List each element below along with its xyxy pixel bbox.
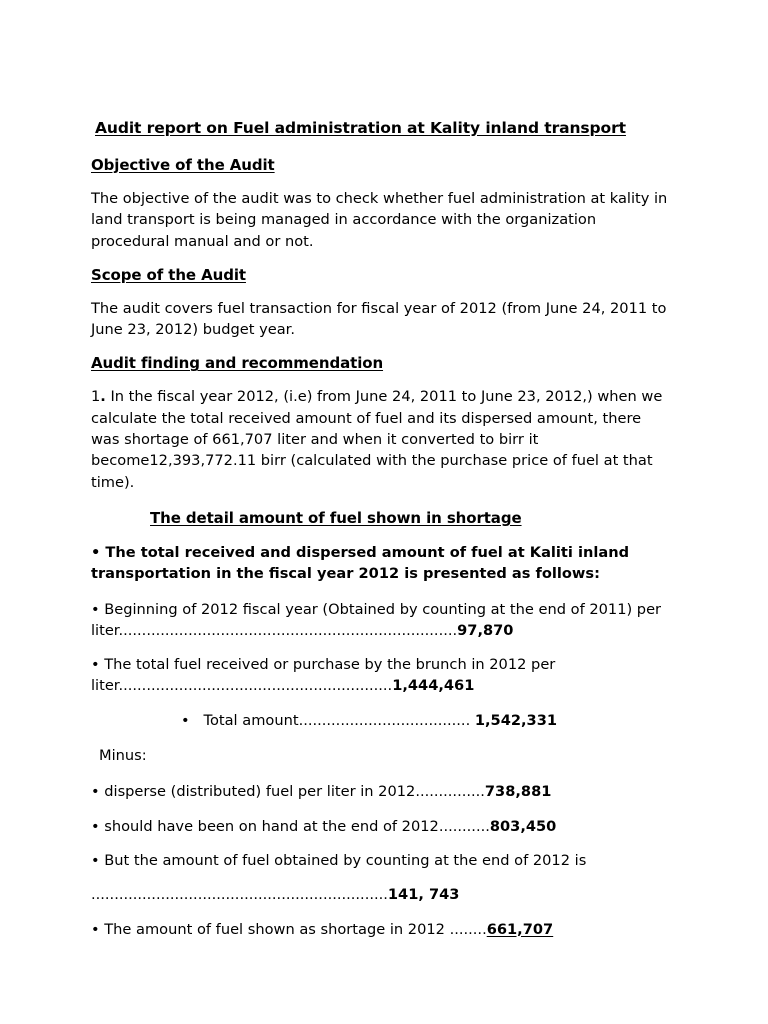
section-heading-finding-text: Audit finding and recommendation <box>91 354 384 373</box>
detail-intro-bullet: • The total received and dispersed amount of fuel at Kaliti inland transportation in the fiscal year 2012 is presented as follows: <box>91 543 630 583</box>
detail-heading <box>150 508 671 528</box>
detail-line-value: 141, 743 <box>387 886 460 904</box>
detail-heading-text: The detail amount of fuel shown in shortage <box>150 508 522 527</box>
detail-line-value: 1,444,461 <box>392 677 475 695</box>
finding-item-number-dot: . <box>100 388 106 406</box>
detail-line-value: 738,881 <box>484 783 552 801</box>
finding-item-text: In the fiscal year 2012, (i.e) from June 24, 2011 to June 23, 2012,) when we calculate the total received amount of fuel and its dispersed amount, there was shortage of 661,707 liter and when it converted to birr it become12,393,772.11 birr (calculated with the purchase price of fuel at that time). <box>91 388 663 491</box>
detail-line-label: • Beginning of 2012 fiscal year (Obtained by counting at the end of 2011) per liter <box>91 600 662 639</box>
detail-line-label: Total amount <box>203 711 299 729</box>
finding-item-number: 1 <box>91 388 101 406</box>
detail-line-value: 97,870 <box>457 621 514 639</box>
section-heading-scope <box>91 265 671 285</box>
dot-leader: ............... <box>415 783 485 801</box>
dot-leader: ................................................................ <box>91 886 388 904</box>
section-paragraph-objective: The objective of the audit was to check whether fuel administration at kality in land transport is being managed in accordance with the organization procedural manual and or not. <box>91 190 668 250</box>
dot-leader: ........................................................... <box>118 677 393 695</box>
detail-line-total-received <box>91 654 671 697</box>
section-heading-objective <box>91 155 671 175</box>
detail-line-total-amount <box>91 710 671 731</box>
section-heading-scope-text: Scope of the Audit <box>91 265 246 284</box>
minus-label: Minus: <box>99 747 147 765</box>
section-paragraph-scope: The audit covers fuel transaction for fiscal year of 2012 (from June 24, 2011 to June 23, 2012) budget year. <box>91 299 667 339</box>
section-heading-finding <box>91 353 671 373</box>
detail-line-label: • The total fuel received or purchase by the brunch in 2012 per liter <box>91 656 556 695</box>
dot-leader: ........... <box>438 817 490 835</box>
detail-line-obtained-by-counting <box>91 850 671 871</box>
page-title <box>95 118 671 138</box>
page-title-text: Audit report on Fuel administration at Kality inland transport <box>95 119 626 137</box>
detail-line-label: • should have been on hand at the end of 2012 <box>91 817 439 835</box>
section-heading-objective-text: Objective of the Audit <box>91 156 275 174</box>
dot-leader: ..................................... <box>298 711 471 729</box>
detail-line-shortage <box>91 919 671 940</box>
detail-line-label: • disperse (distributed) fuel per liter in 2012 <box>91 783 416 801</box>
dot-leader: ......................................................................... <box>118 621 458 639</box>
detail-line-dispersed <box>91 781 671 802</box>
finding-item-1 <box>91 386 671 492</box>
detail-line-beginning-balance <box>91 599 671 642</box>
detail-line-value: 661,707 <box>486 920 554 938</box>
detail-line-value: 1,542,331 <box>474 711 558 729</box>
bullet-glyph: • <box>181 711 190 729</box>
detail-line-should-have-on-hand <box>91 816 671 837</box>
detail-line-label: • The amount of fuel shown as shortage in 2012 <box>91 920 450 938</box>
detail-line-value: 803,450 <box>489 817 557 835</box>
detail-line-obtained-by-counting-value <box>91 884 671 905</box>
dot-leader: ........ <box>449 920 487 938</box>
detail-line-label: • But the amount of fuel obtained by counting at the end of 2012 is <box>91 851 587 869</box>
document-body <box>91 0 671 940</box>
